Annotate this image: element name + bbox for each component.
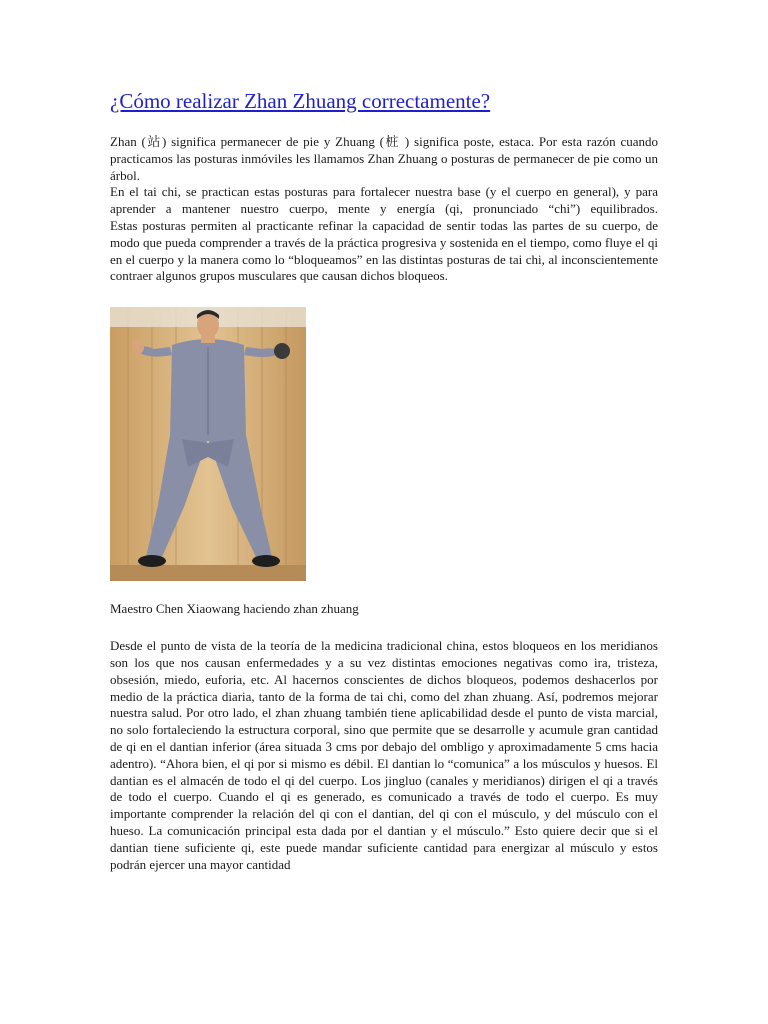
document-page: [110, 88, 658, 873]
intro-paragraph-1: Zhan (站) significa permanecer de pie y Zhuang (桩 ) significa poste, estaca. Por esta razón cuando practicamos las posturas inmóviles les llamamos Zhan Zhuang o posturas de permanecer de pie como un árbol.: [110, 134, 658, 183]
page-title[interactable]: ¿Cómo realizar Zhan Zhuang correctamente?: [110, 89, 491, 113]
tai-chi-figure-illustration: [110, 307, 306, 581]
intro-paragraph-3: Estas posturas permiten al practicante refinar la capacidad de sentir todas las partes de su cuerpo, de modo que pueda comprender a través de la práctica progresiva y sostenida en el tiempo, como fluye el qi en el cuerpo y la manera como lo “bloqueamos” en las distintas posturas de tai chi, al inconscientemente contraer algunos grupos musculares que causan dichos bloqueos.: [110, 217, 658, 284]
tai-chi-master-photo: [110, 307, 306, 581]
body-paragraph: Desde el punto de vista de la teoría de la medicina tradicional china, estos bloqueos en los meridianos son los que nos causan enfermedades y a su vez distintas emociones negativas como ira, tristeza, obsesión, miedo, euforia, etc. Al hacernos conscientes de dichos bloqueos, podemos deshacerlos por medio de la práctica diaria, tanto de la forma de tai chi, como del zhan zhuang. Así, podremos mejorar nuestra salud. Por otro lado, el zhan zhuang también tiene aplicabilidad desde el punto de vista marcial, no solo fortaleciendo la estructura corporal, sino que permite que se desarrolle y acumule gran cantidad de qi en el dantian inferior (área situada 3 cms por debajo del ombligo y aproximadamente 5 cms hacia adentro). “Ahora bien, el qi por si mismo es débil. El dantian lo “comunica” a los músculos y huesos. El dantian es el almacén de todo el qi del cuerpo. Los jingluo (canales y meridianos) dirigen el qi a través de todo el cuerpo. Cuando el qi es generado, es comunicado a través de todo el cuerpo. Es muy importante comprender la relación del qi con el dantian, del qi con el músculo, y del músculo con el hueso. La comunicación principal esta dada por el dantian y el músculo.” Esto quiere decir que si el dantian tiene suficiente qi, este puede mandar suficiente cantidad para energizar al músculo y estos podrán ejercer una mayor cantidad: [110, 638, 658, 872]
photo-caption: Maestro Chen Xiaowang haciendo zhan zhuang: [110, 601, 359, 617]
intro-paragraph-2: En el tai chi, se practican estas posturas para fortalecer nuestra base (y el cuerpo en general), y para aprender a mantener nuestro cuerpo, mente y energía (qi, pronunciado “chi”) equilibrados.: [110, 184, 658, 217]
